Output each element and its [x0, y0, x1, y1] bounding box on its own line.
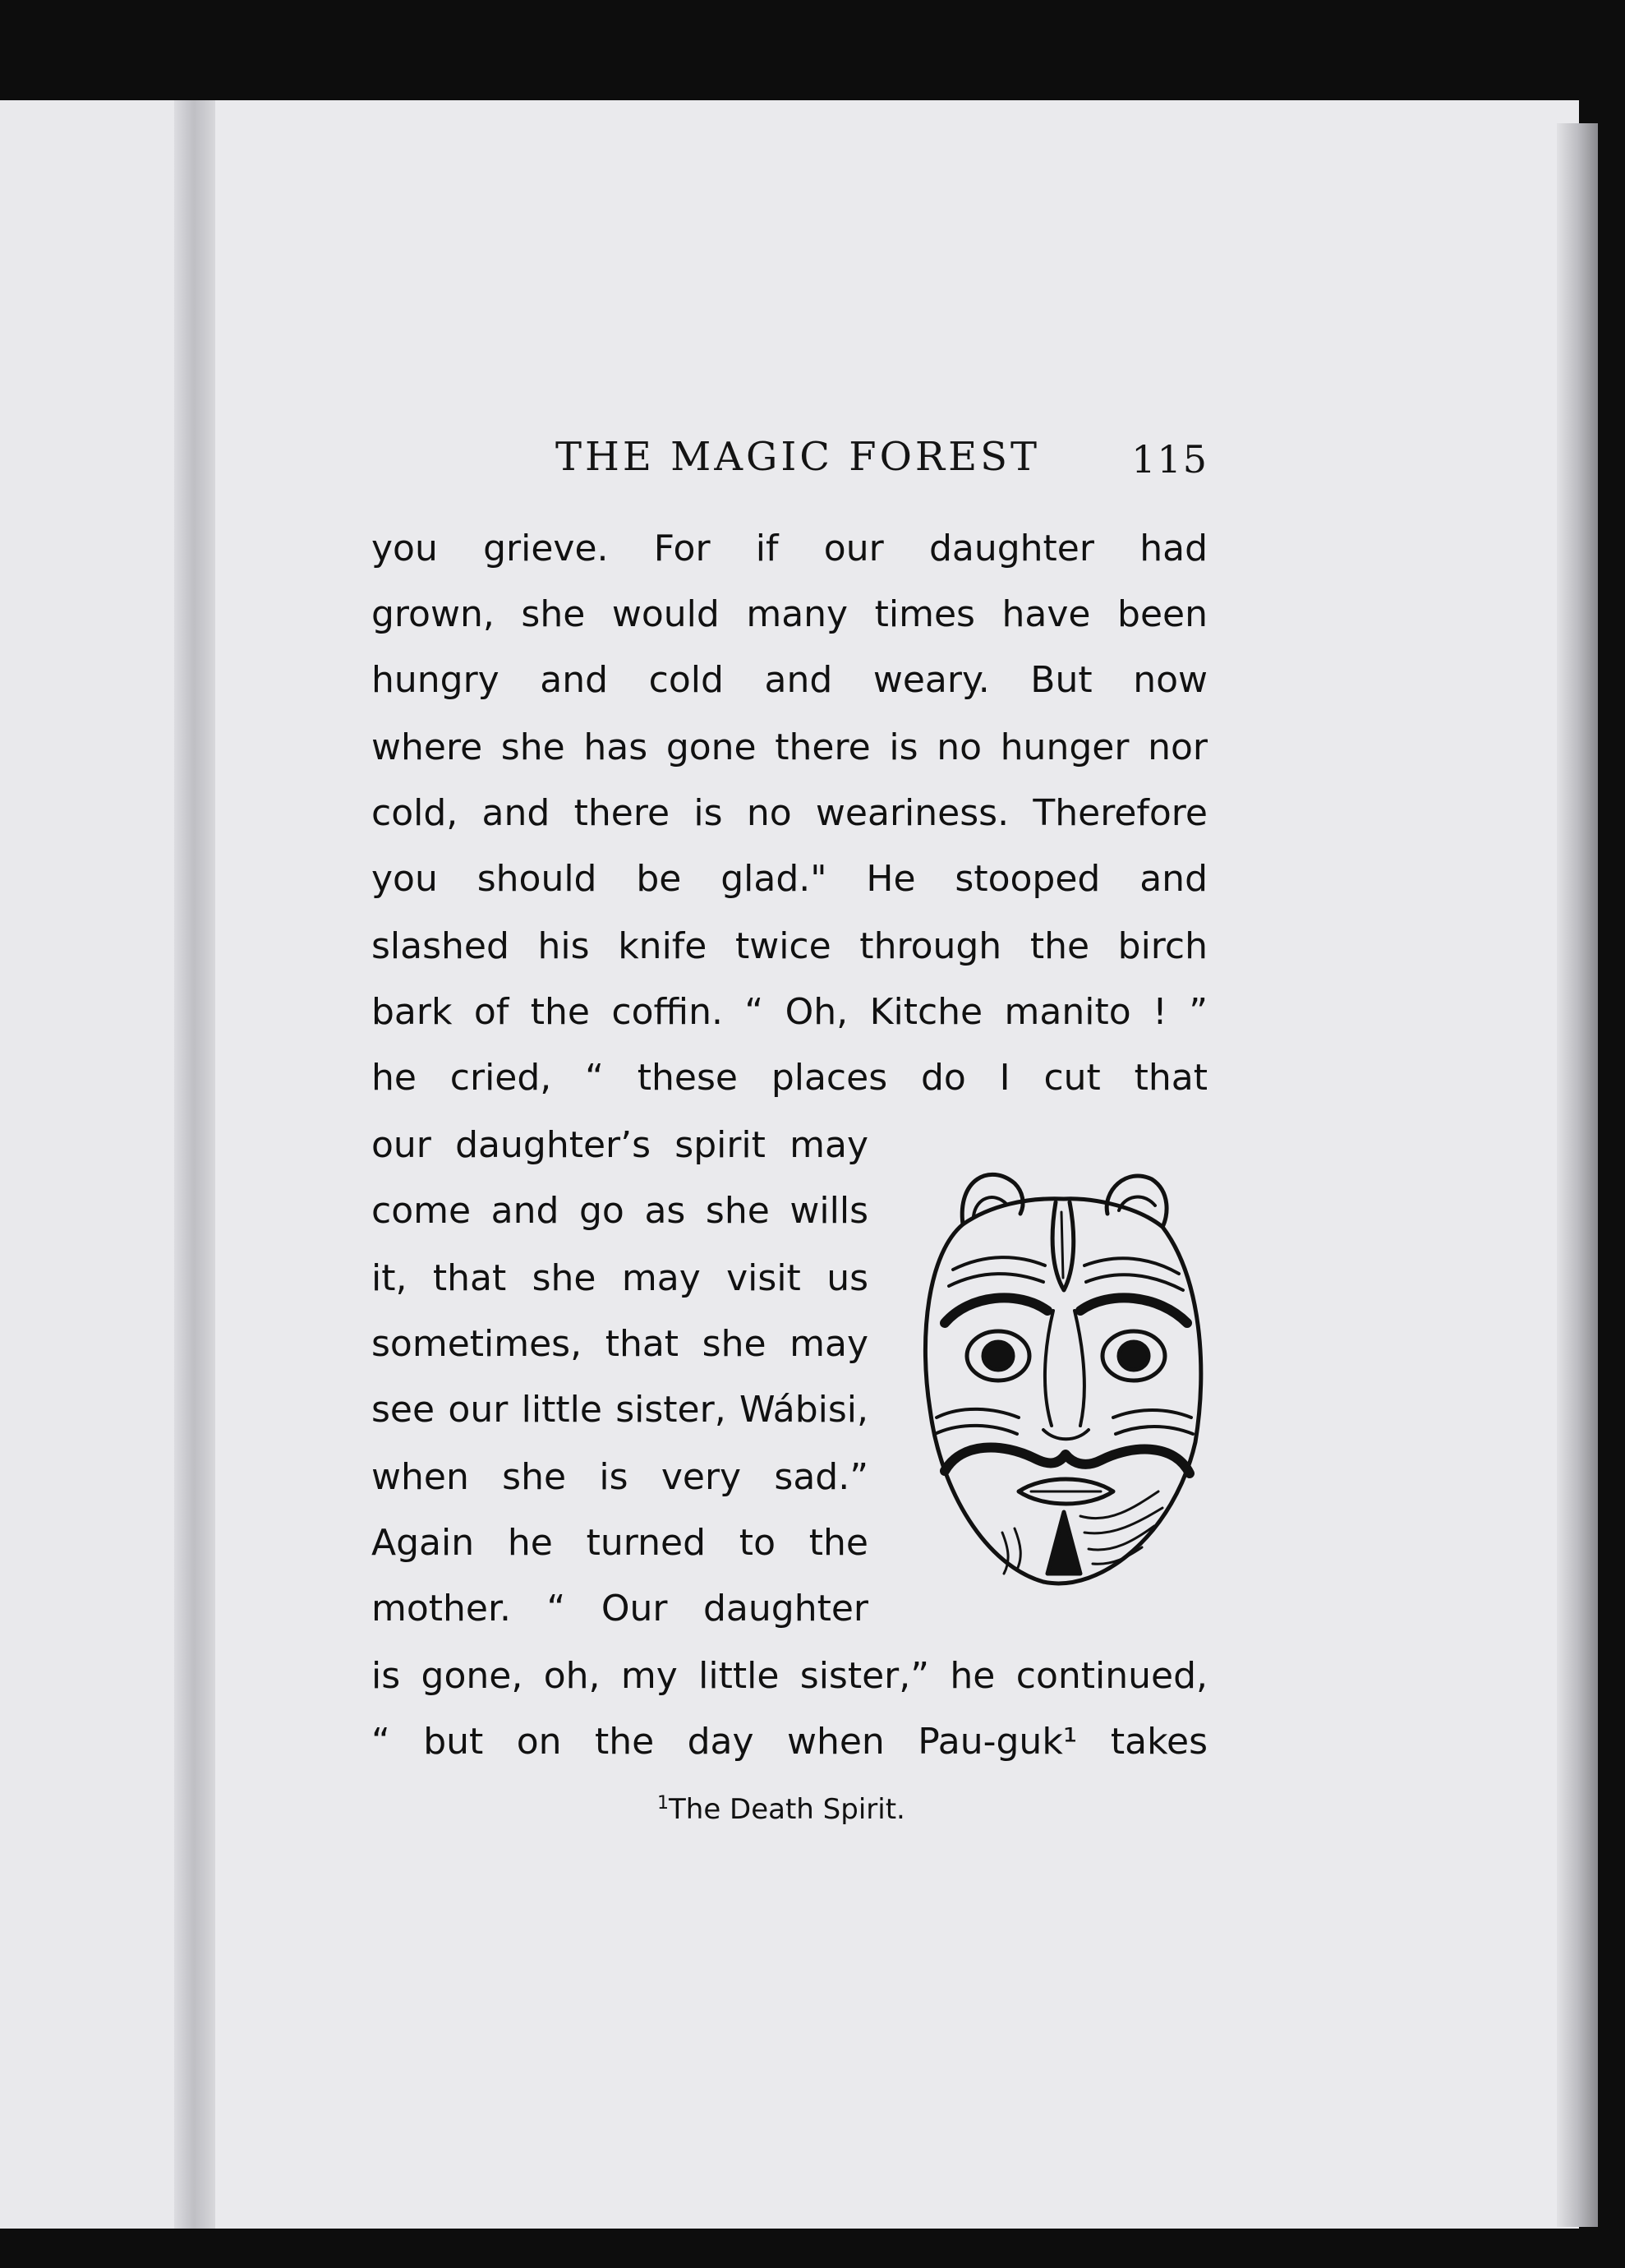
text-line: our daughter’s spirit may	[371, 1124, 868, 1166]
text-line: where she has gone there is no hunger nor	[371, 726, 1208, 768]
text-line: is gone, oh, my little sister,” he continued,	[371, 1655, 1208, 1697]
mask-illustration	[912, 1146, 1216, 1606]
text-line: slashed his knife twice through the birch	[371, 925, 1208, 967]
text-line: hungry and cold and weary. But now	[371, 659, 1208, 701]
text-line: bark of the coffin. “ Oh, Kitche manito ! ”	[371, 991, 1208, 1033]
text-line: you grieve. For if our daughter had	[371, 528, 1208, 569]
footnote-text: The Death Spirit.	[669, 1793, 905, 1826]
text-line: he cried, “ these places do I cut that	[371, 1057, 1208, 1099]
text-line: you should be glad." He stooped and	[371, 858, 1208, 900]
text-line: sometimes, that she may	[371, 1323, 868, 1365]
text-line: grown, she would many times have been	[371, 593, 1208, 635]
text-line: cold, and there is no weariness. Therefore	[371, 792, 1208, 834]
text-line: “ but on the day when Pau-guk¹ takes	[371, 1721, 1208, 1763]
running-header	[555, 422, 1208, 488]
text-line: see our little sister, Wábisi,	[371, 1389, 868, 1431]
footnote	[657, 1793, 986, 1826]
running-title: THE MAGIC FOREST	[555, 434, 1041, 480]
text-line: mother. “ Our daughter	[371, 1588, 868, 1630]
footnote-marker: 1	[657, 1793, 669, 1814]
page-number: 115	[1131, 437, 1208, 482]
text-line: when she is very sad.”	[371, 1456, 868, 1498]
text-line: come and go as she wills	[371, 1190, 868, 1232]
text-line: it, that she may visit us	[371, 1257, 868, 1299]
page-edge-shadow	[1557, 123, 1598, 2227]
text-line: Again he turned to the	[371, 1522, 868, 1564]
